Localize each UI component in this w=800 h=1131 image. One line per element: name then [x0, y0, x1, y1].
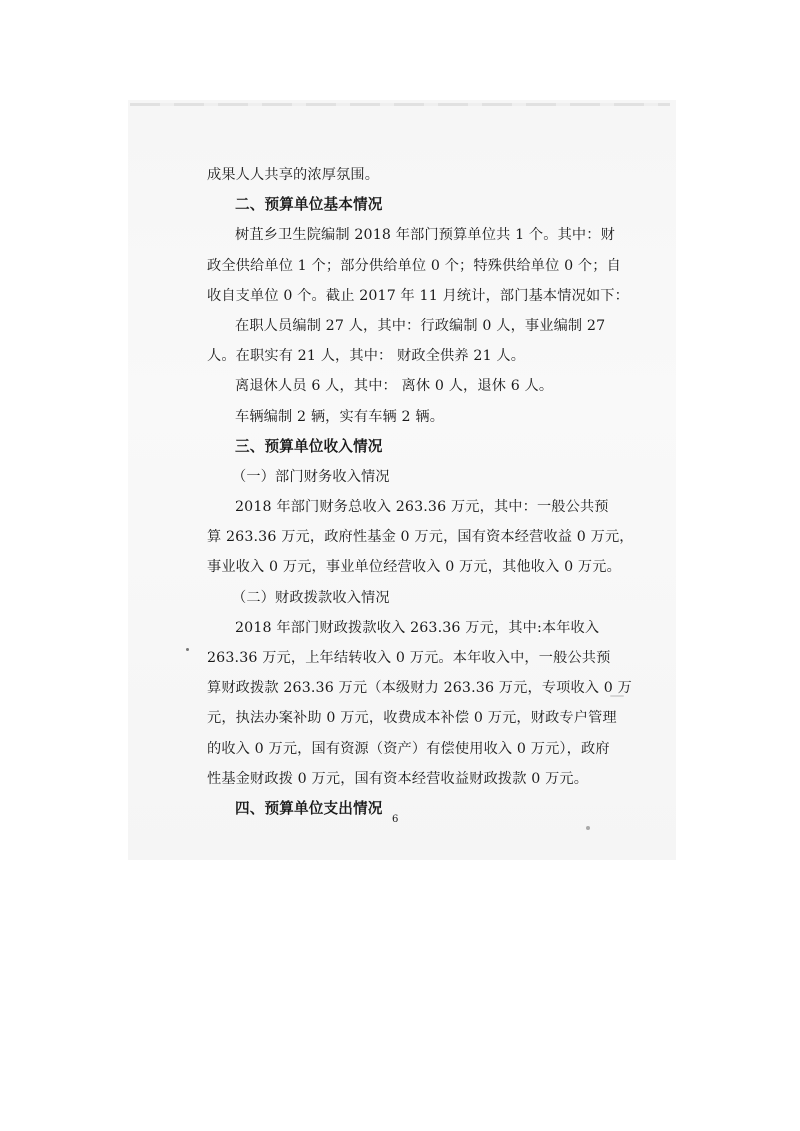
subsection-heading: （一）部门财务收入情况	[232, 468, 390, 485]
scan-speck	[586, 826, 590, 830]
paragraph-line: 树苴乡卫生院编制 2018 年部门预算单位共 1 个。其中：财	[235, 227, 615, 244]
paragraph-line: 算 263.36 万元，政府性基金 0 万元，国有资本经营收益 0 万元，	[207, 529, 634, 546]
scan-speck	[610, 695, 624, 697]
paragraph-line: 事业收入 0 万元，事业单位经营收入 0 万元，其他收入 0 万元。	[207, 559, 621, 576]
paragraph-line: 的收入 0 万元，国有资源（资产）有偿使用收入 0 万元），政府	[207, 740, 610, 757]
paragraph-line: 政全供给单位 1 个；部分供给单位 0 个；特殊供给单位 0 个；自	[207, 257, 621, 274]
subsection-heading: （二）财政拨款收入情况	[232, 589, 390, 606]
paragraph-line: 性基金财政拨 0 万元，国有资本经营收益财政拨款 0 万元。	[207, 770, 589, 787]
section-heading: 三、预算单位收入情况	[235, 437, 383, 455]
paragraph-line: 2018 年部门财务总收入 263.36 万元，其中：一般公共预	[235, 499, 609, 516]
text-line: 成果人人共享的浓厚氛围。	[207, 167, 380, 183]
scan-top-edge	[130, 103, 670, 106]
document-body	[207, 160, 634, 824]
page-number: 6	[392, 814, 399, 825]
paragraph-line: 元，执法办案补助 0 万元，收费成本补偿 0 万元，财政专户管理	[207, 710, 617, 727]
scan-speck	[186, 648, 189, 651]
paragraph-line: 263.36 万元，上年结转收入 0 万元。本年收入中，一般公共预	[207, 650, 611, 666]
paragraph-line: 离退休人员 6 人，其中： 离休 0 人，退休 6 人。	[235, 378, 554, 395]
paragraph-line: 人。在职实有 21 人，其中： 财政全供养 21 人。	[207, 348, 526, 365]
paragraph-line: 车辆编制 2 辆，实有车辆 2 辆。	[235, 408, 445, 425]
section-heading: 四、预算单位支出情况	[235, 799, 383, 817]
paragraph-line: 算财政拨款 263.36 万元（本级财力 263.36 万元，专项收入 0 万	[207, 680, 632, 697]
paragraph-line: 2018 年部门财政拨款收入 263.36 万元，其中:本年收入	[235, 619, 600, 636]
paragraph-line: 在职人员编制 27 人，其中：行政编制 0 人，事业编制 27	[235, 317, 606, 334]
paragraph-line: 收自支单位 0 个。截止 2017 年 11 月统计，部门基本情况如下：	[207, 287, 629, 304]
section-heading: 二、预算单位基本情况	[235, 196, 383, 214]
